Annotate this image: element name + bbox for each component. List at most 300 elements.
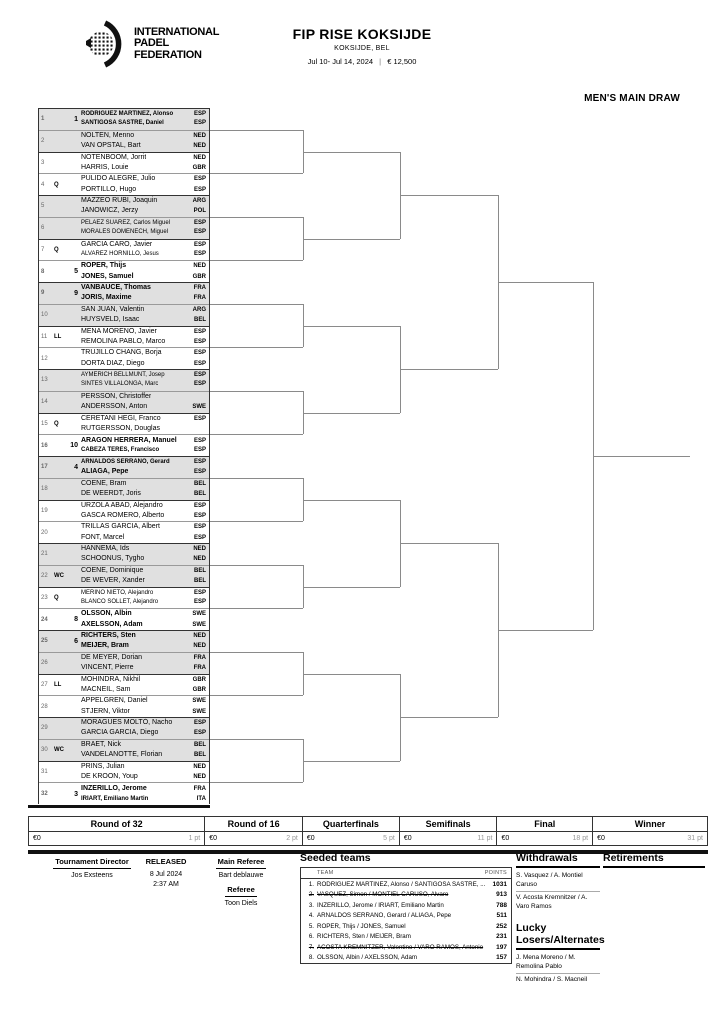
bracket-connector-line [210, 217, 303, 218]
team-names [81, 240, 209, 259]
entry-number: 11 [41, 333, 48, 340]
player-line [81, 501, 206, 511]
player-line [81, 784, 206, 794]
player-line [81, 663, 206, 673]
bracket-connector-line [210, 565, 303, 566]
team-names [81, 740, 209, 760]
country-code: GBR [192, 164, 206, 171]
player-name: JANOWICZ, Jerzy [81, 207, 139, 215]
player-line [81, 392, 206, 401]
player-line [81, 554, 206, 564]
player-line [81, 566, 206, 576]
round-values [29, 832, 204, 845]
lucky-losers-items [516, 952, 600, 987]
country-code: ESP [193, 524, 206, 531]
entry-number: 30 [41, 747, 48, 754]
entry-number: 13 [41, 377, 48, 384]
country-code: NED [193, 143, 206, 150]
round-points: 2 pt [286, 835, 298, 842]
team-names [81, 784, 209, 803]
player-name: CABEZA TERES, Francisco [81, 447, 160, 454]
entry-number: 22 [41, 573, 48, 580]
event-title-block [212, 26, 512, 66]
player-line [81, 293, 206, 303]
bracket-entry-18 [39, 479, 209, 501]
entry-number: 18 [41, 486, 48, 493]
player-line [81, 762, 206, 772]
bracket-connector-line [210, 391, 303, 392]
player-name: DE MEYER, Dorian [81, 653, 143, 661]
country-code: BEL [194, 567, 206, 574]
round-label: Semifinals [400, 817, 497, 832]
entry-seed: 1 [74, 115, 78, 123]
country-code: ESP [193, 120, 206, 127]
seeded-team-points: 197 [496, 943, 507, 951]
country-code: NED [193, 773, 206, 780]
seeded-team-row [301, 932, 511, 943]
entry-seed: 3 [74, 790, 78, 798]
released-label: RELEASED [145, 857, 187, 866]
country-code: ARG [192, 306, 206, 313]
player-line [81, 196, 206, 206]
bracket-connector-line [303, 239, 400, 240]
entry-number: 16 [41, 442, 48, 449]
bracket-entry-26 [39, 653, 209, 675]
bracket-bottom-bar [28, 805, 210, 808]
country-code: BEL [194, 491, 206, 498]
bracket-entry-16 [39, 435, 209, 457]
bracket-connector-line [210, 652, 303, 653]
player-name: TRUJILLO CHANG, Borja [81, 349, 162, 357]
seeded-team-name: ROPER, Thijs / JONES, Samuel [317, 922, 406, 930]
country-code: ESP [193, 502, 206, 509]
bracket-entry-20 [39, 522, 209, 544]
released-time: 2:37 AM [153, 881, 179, 888]
player-name: PORTILLO, Hugo [81, 185, 137, 193]
player-line [81, 315, 206, 325]
bracket-entry-27 [39, 675, 209, 697]
country-code: FRA [193, 665, 206, 672]
team-names [81, 414, 209, 433]
country-code: ESP [193, 350, 206, 357]
player-line [81, 653, 206, 663]
entry-tag: WC [54, 573, 64, 580]
draw-title: MEN'S MAIN DRAW [584, 93, 680, 104]
round-column-semifinals [400, 817, 498, 845]
player-name: ALVAREZ HORNILLO, Jesus [81, 251, 159, 258]
seeded-team-rank: 3. [308, 901, 314, 909]
entry-number: 26 [41, 660, 48, 667]
bracket-connector-line [210, 260, 303, 261]
tournament-director-name: Jos Exsteens [71, 872, 113, 879]
player-line [81, 620, 206, 630]
player-line [81, 750, 206, 760]
team-names [81, 696, 209, 716]
country-code: NED [193, 643, 206, 650]
player-name: JORIS, Maxime [81, 294, 132, 302]
player-name: SAN JUAN, Valentin [81, 305, 145, 313]
team-names [81, 392, 209, 411]
country-code: BEL [194, 480, 206, 487]
country-code: POL [193, 208, 206, 215]
player-line [81, 185, 206, 195]
event-separator: | [379, 57, 382, 66]
seeded-team-row [301, 900, 511, 911]
round-label: Winner [593, 817, 707, 832]
entry-number: 7 [41, 246, 45, 253]
bracket-connector-line [593, 456, 690, 457]
bracket-connector-line [400, 369, 498, 370]
entry-seed: 10 [70, 442, 78, 450]
country-code: ESP [193, 372, 206, 379]
player-name: NOLTEN, Menno [81, 131, 135, 139]
player-name: JONES, Samuel [81, 272, 134, 280]
round-points: 1 pt [188, 835, 201, 842]
country-code: BEL [194, 578, 206, 585]
player-name: HUYSVELD, Isaac [81, 316, 140, 324]
country-code: SWE [192, 611, 206, 618]
round-column-quarterfinals [303, 817, 400, 845]
player-name: ROPER, Thijs [81, 262, 127, 270]
bracket-entry-11 [39, 327, 209, 349]
round-prize: €0 [306, 835, 315, 842]
player-line [81, 533, 206, 543]
bracket-connector-line [400, 195, 498, 196]
country-code: BEL [194, 317, 206, 324]
player-name: PULIDO ALEGRE, Julio [81, 175, 156, 183]
round-prize: €0 [501, 835, 510, 842]
country-code: ESP [193, 381, 206, 388]
player-name: TRILLAS GARCIA, Albert [81, 523, 160, 531]
player-name: APPELGREN, Daniel [81, 697, 148, 705]
player-line [81, 380, 206, 389]
player-line [81, 511, 206, 521]
player-name: REMOLINA PABLO, Marco [81, 337, 166, 345]
player-name: COENE, Bram [81, 479, 127, 487]
player-name: GARCIA GARCIA, Diego [81, 729, 159, 737]
player-line [81, 675, 206, 685]
bracket-entry-14 [39, 392, 209, 414]
federation-logo-text [134, 27, 219, 62]
entry-tag: LL [54, 681, 62, 688]
bracket-connector-line [210, 304, 303, 305]
team-names [81, 544, 209, 564]
bracket-connector-line [210, 347, 303, 348]
bracket-entry-25 [39, 631, 209, 653]
player-line [81, 609, 206, 619]
entry-number: 29 [41, 725, 48, 732]
round-points: 5 pt [383, 835, 395, 842]
team-names [81, 589, 209, 607]
bracket-connector-line [210, 521, 303, 522]
player-name: DORTA DIAZ, Diego [81, 359, 145, 367]
player-line [81, 772, 206, 782]
player-line [81, 371, 206, 380]
round-points: 31 pt [687, 835, 703, 842]
player-line [81, 305, 206, 315]
bracket-connector-line [210, 434, 303, 435]
seeded-team-name: RODRIGUEZ MARTINEZ, Alonso / SANTIGOSA SASTRE, ... [317, 880, 486, 888]
player-name: INZERILLO, Jerome [81, 785, 147, 793]
seeded-team-rank: 2. [308, 891, 314, 899]
bracket-entry-21 [39, 544, 209, 566]
player-name: PRINS, Julian [81, 762, 125, 770]
seeded-teams-title: Seeded teams [300, 852, 371, 864]
player-line [81, 110, 206, 119]
seeded-team-points: 1031 [492, 880, 507, 888]
player-line [81, 240, 206, 250]
player-name: HANNEMA, Ids [81, 545, 130, 553]
player-name: DE KROON, Youp [81, 772, 138, 780]
entry-number: 31 [41, 768, 48, 775]
player-name: AXELSSON, Adam [81, 620, 143, 628]
entry-number: 19 [41, 507, 48, 514]
seeded-team-row [301, 921, 511, 932]
entry-seed: 5 [74, 268, 78, 276]
entry-tag: LL [54, 333, 62, 340]
player-line [81, 327, 206, 337]
player-line [81, 436, 206, 446]
withdrawals-block [516, 852, 605, 987]
entry-seed: 8 [74, 616, 78, 624]
round-values [205, 832, 302, 845]
round-label: Final [497, 817, 592, 832]
round-values [400, 832, 497, 845]
bracket-entry-3 [39, 153, 209, 175]
withdrawal-item: S. Vasquez / A. Montiel Caruso [516, 872, 583, 888]
player-line [81, 707, 206, 717]
country-code: BEL [194, 741, 206, 748]
player-name: SCHOONUS, Tygho [81, 555, 145, 563]
team-names [81, 305, 209, 325]
team-names [81, 327, 209, 347]
entry-number: 4 [41, 181, 45, 188]
bracket-connector-line [210, 739, 303, 740]
country-code: ESP [193, 534, 206, 541]
team-names [81, 110, 209, 128]
entry-number: 20 [41, 529, 48, 536]
country-code: ESP [193, 360, 206, 367]
entry-number: 3 [41, 159, 45, 166]
round-prize: €0 [33, 835, 41, 842]
player-line [81, 718, 206, 728]
bracket-entry-7 [39, 240, 209, 262]
entry-tag: Q [54, 181, 59, 188]
player-name: IRIART, Emiliano Martin [81, 795, 149, 802]
country-code: NED [193, 546, 206, 553]
team-names [81, 153, 209, 173]
country-code: ESP [193, 176, 206, 183]
player-name: MEIJER, Bram [81, 642, 129, 650]
round-column-round-of-16 [205, 817, 303, 845]
entry-number: 28 [41, 703, 48, 710]
round-label: Quarterfinals [303, 817, 399, 832]
event-prize: € 12,500 [387, 57, 417, 66]
player-line [81, 458, 206, 467]
entry-number: 5 [41, 203, 45, 210]
player-name: ALIAGA, Pepe [81, 467, 129, 475]
entry-number: 12 [41, 355, 48, 362]
bracket-entry-22 [39, 566, 209, 588]
country-code: NED [193, 763, 206, 770]
player-line [81, 424, 206, 433]
bracket-connector-line [303, 413, 400, 414]
player-line [81, 348, 206, 358]
player-name: ARAGON HERRERA, Manuel [81, 436, 177, 444]
player-name: MOHINDRA, Nikhil [81, 675, 141, 683]
entry-number: 15 [41, 420, 48, 427]
bracket-connector-line [303, 500, 400, 501]
round-column-final [497, 817, 593, 845]
bracket-entry-31 [39, 762, 209, 784]
bracket-entry-15 [39, 414, 209, 436]
team-names [81, 675, 209, 695]
player-name: PERSSON, Christoffer [81, 393, 152, 401]
event-location: KOKSIJDE, BEL [334, 45, 390, 52]
player-line [81, 414, 206, 424]
entry-tag: Q [54, 420, 59, 427]
player-name: VAN OPSTAL, Bart [81, 142, 141, 150]
seeded-team-name: INZERILLO, Jerome / IRIART, Emiliano Martin [317, 901, 444, 909]
seeded-team-rank: 8. [308, 954, 314, 962]
country-code: NED [193, 132, 206, 139]
country-code: GBR [192, 686, 206, 693]
round-label: Round of 16 [205, 817, 302, 832]
logo-line-1: INTERNATIONAL [134, 25, 220, 38]
round-label: Round of 32 [29, 817, 204, 832]
team-names [81, 458, 209, 477]
player-line [81, 261, 206, 271]
player-line [81, 598, 206, 607]
bracket-connector-line [303, 326, 400, 327]
country-code: ESP [193, 251, 206, 258]
player-name: HARRIS, Louie [81, 163, 129, 171]
entry-number: 21 [41, 551, 48, 558]
player-name: BRAET, Nick [81, 740, 122, 748]
player-name: RODRIGUEZ MARTINEZ, Alonso [81, 111, 174, 118]
player-name: GASCA ROMERO, Alberto [81, 511, 165, 519]
player-name: VINCENT, Pierre [81, 664, 134, 672]
seeded-team-rank: 1. [308, 880, 314, 888]
player-line [81, 250, 206, 259]
referee-block [200, 857, 282, 909]
entry-seed: 6 [74, 637, 78, 645]
bracket-entry-5 [39, 196, 209, 218]
entry-number: 32 [41, 791, 48, 798]
entry-number: 17 [41, 464, 48, 471]
seeded-team-rank: 5. [308, 922, 314, 930]
country-code: ESP [193, 186, 206, 193]
bracket-connector-line [210, 782, 303, 783]
country-code: SWE [192, 621, 206, 628]
bracket-connector-line [303, 152, 400, 153]
player-name: MERINO NIETO, Alejandro [81, 589, 154, 596]
player-name: MENA MORENO, Javier [81, 327, 157, 335]
bracket-entry-1 [39, 109, 209, 131]
player-name: COENE, Dominique [81, 566, 144, 574]
bracket-entry-28 [39, 696, 209, 718]
released-date: 8 Jul 2024 [149, 871, 183, 878]
bracket-entry-32 [39, 783, 209, 805]
team-names [81, 501, 209, 521]
bracket-connector-line [303, 674, 400, 675]
bracket-connector-line [303, 761, 400, 762]
lucky-losers-title: Lucky Losers/Alternates [516, 922, 600, 950]
seeded-team-row [301, 953, 511, 964]
player-line [81, 631, 206, 641]
bracket-entry-13 [39, 370, 209, 392]
country-code: ESP [193, 447, 206, 454]
player-line [81, 174, 206, 184]
player-line [81, 163, 206, 173]
player-name: MACNEIL, Sam [81, 685, 131, 693]
player-line [81, 696, 206, 706]
player-name: ARNALDOS SERRANO, Gerard [81, 458, 170, 465]
entry-number: 14 [41, 399, 48, 406]
tournament-director-label: Tournament Director [53, 857, 131, 869]
entry-tag: WC [54, 747, 64, 754]
player-name: SINTES VILLALONGA, Marc [81, 381, 159, 388]
player-line [81, 359, 206, 369]
country-code: NED [193, 556, 206, 563]
bracket-entry-10 [39, 305, 209, 327]
player-name: CERETANI HEGI, Franco [81, 415, 161, 423]
player-line [81, 544, 206, 554]
bracket-entry-9 [39, 283, 209, 305]
player-line [81, 337, 206, 347]
event-title: FIP RISE KOKSIJDE [292, 26, 432, 42]
player-name: DE WEERDT, Joris [81, 490, 141, 498]
bracket-entry-12 [39, 348, 209, 370]
country-code: ESP [193, 730, 206, 737]
player-line [81, 219, 206, 228]
bracket-connector-line [498, 630, 594, 631]
team-names [81, 174, 209, 194]
retirements-block [603, 852, 705, 870]
team-names [81, 371, 209, 389]
country-code: NED [193, 633, 206, 640]
country-code: FRA [193, 654, 206, 661]
seeded-team-points: 157 [496, 954, 507, 962]
seeded-team-rank: 4. [308, 912, 314, 920]
player-name: OLSSON, Albin [81, 610, 132, 618]
seeded-team-points: 511 [496, 912, 507, 920]
bracket-connector-line [210, 173, 303, 174]
bracket-entry-6 [39, 218, 209, 240]
padel-ball-icon [86, 20, 128, 68]
country-code: ESP [193, 229, 206, 236]
country-code: ESP [193, 219, 206, 226]
country-code: ESP [193, 512, 206, 519]
country-code: ESP [193, 598, 206, 605]
bracket-box [38, 108, 210, 804]
country-code: NED [193, 154, 206, 161]
country-code: ESP [193, 589, 206, 596]
bracket-connector-line [210, 695, 303, 696]
entry-number: 9 [41, 290, 45, 297]
player-name: AYMERICH BELLMUNT, Josep [81, 372, 165, 379]
player-name: NOTENBOOM, Jorrit [81, 153, 147, 161]
withdrawals-items [516, 870, 600, 913]
country-code: SWE [192, 708, 206, 715]
round-points: 18 pt [572, 835, 589, 842]
entry-tag: Q [54, 594, 59, 601]
player-name: RICHTERS, Sten [81, 632, 136, 640]
team-names [81, 566, 209, 586]
bracket-connector-line [303, 587, 400, 588]
lucky-loser-item: J. Mena Moreno / M. Remolina Pablo [516, 954, 576, 970]
entry-number: 6 [41, 225, 45, 232]
